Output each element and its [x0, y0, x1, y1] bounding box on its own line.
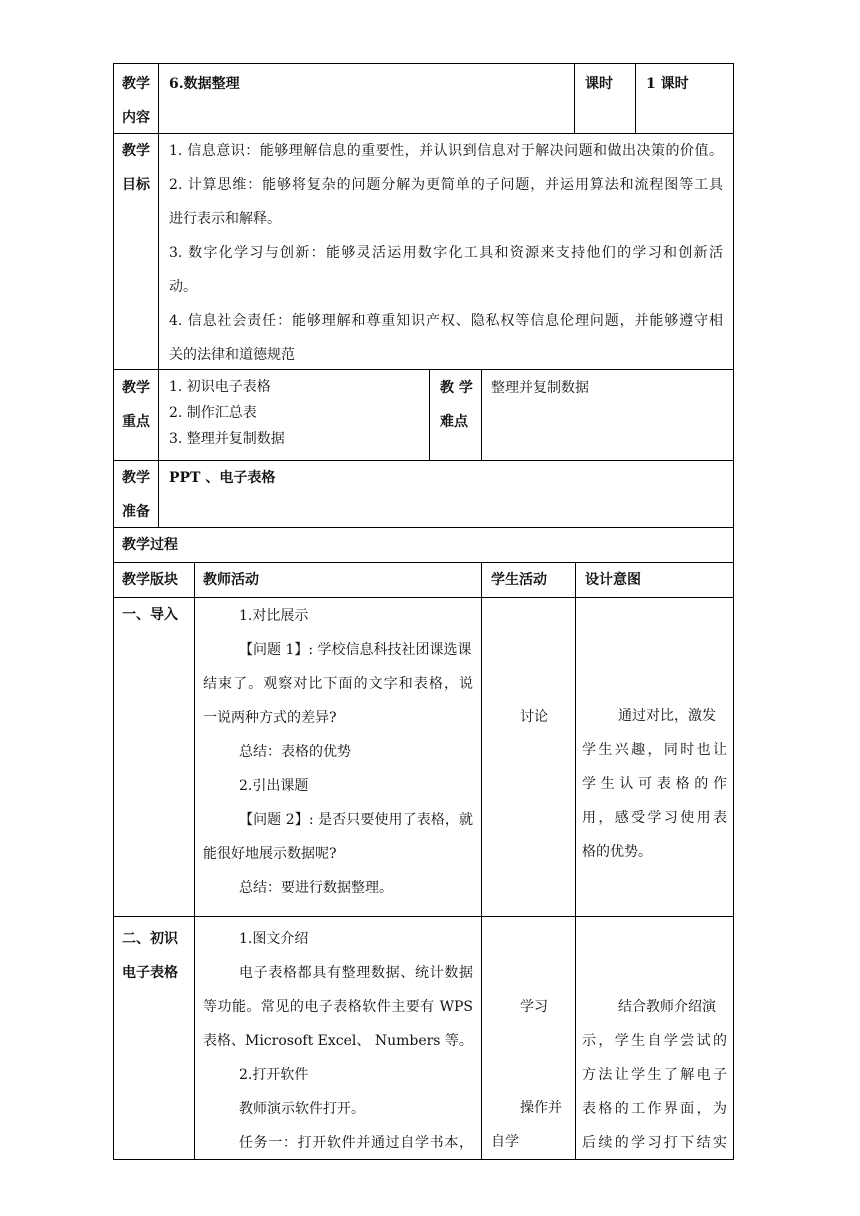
column-header-text: 学生活动	[491, 572, 547, 588]
section-2-teacher-cell	[194, 916, 482, 1160]
column-header-text: 设计意图	[585, 572, 641, 588]
teacher-line: 1.图文介绍	[239, 931, 309, 947]
teacher-line: 【问题 1】: 学校信息科技社团课选课	[239, 642, 472, 658]
focus-list	[159, 370, 429, 452]
section-1-student: 讨论	[520, 709, 548, 725]
prep-value-cell	[158, 460, 734, 528]
intent-line: 通过对比，激发	[618, 708, 716, 724]
teacher-line: 能很好地展示数据呢?	[203, 846, 337, 862]
difficulty-label-1: 教 学	[440, 380, 473, 396]
goal-line: 动。	[169, 279, 197, 295]
teacher-line: 电子表格都具有整理数据、统计数据	[239, 965, 473, 981]
teacher-line: 结束了。观察对比下面的文字和表格，说	[203, 676, 473, 692]
process-title-cell	[113, 527, 734, 563]
difficulty-value-cell	[481, 369, 734, 461]
section-2-block-1: 二、初识	[122, 931, 178, 947]
section-2-student-3: 自学	[491, 1134, 519, 1150]
prep-label-cell	[113, 460, 159, 528]
content-label-cell	[113, 63, 159, 134]
period-value: 1 课时	[646, 76, 689, 92]
focus-items-cell	[158, 369, 430, 461]
section-2-student-1: 学习	[520, 999, 548, 1015]
teacher-line: 任务一：打开软件并通过自学书本，	[239, 1135, 473, 1151]
content-label-1: 教学	[122, 76, 150, 92]
column-header-student	[481, 562, 576, 598]
intent-line: 学生认可表格的作	[582, 776, 727, 792]
section-1-intent-cell	[575, 597, 734, 917]
teacher-line: 一说两种方式的差异?	[203, 710, 337, 726]
section-1-teacher-cell	[194, 597, 482, 917]
column-header-text: 教师活动	[203, 572, 259, 588]
goal-line: 2. 计算思维：能够将复杂的问题分解为更简单的子问题，并运用算法和流程图等工具	[169, 177, 723, 193]
difficulty-label-2: 难点	[440, 414, 468, 430]
section-2-block-2: 电子表格	[122, 965, 178, 981]
goals-content-cell	[158, 133, 734, 370]
column-header-text: 教学版块	[122, 572, 178, 588]
goals-list	[159, 134, 733, 372]
teacher-line: 等功能。常见的电子表格软件主要有 WPS	[203, 999, 473, 1015]
period-label: 课时	[585, 76, 613, 92]
goals-label-2: 目标	[122, 177, 150, 193]
column-header-teacher	[194, 562, 482, 598]
intent-line: 方法让学生了解电子	[582, 1067, 727, 1083]
section-2-student-cell	[481, 916, 576, 1160]
prep-value: PPT 、电子表格	[169, 470, 276, 486]
section-2-teacher-list	[195, 917, 481, 1160]
goals-label-cell	[113, 133, 159, 370]
section-2-student-2: 操作并	[520, 1100, 562, 1116]
content-value: 6.数据整理	[169, 76, 240, 92]
section-1-block-cell	[113, 597, 195, 917]
period-label-cell	[574, 63, 636, 134]
section-1-teacher-list	[195, 598, 481, 905]
section-2-intent-list	[576, 917, 733, 1160]
prep-label-1: 教学	[122, 470, 150, 486]
goal-line: 1. 信息意识：能够理解信息的重要性，并认识到信息对于解决问题和做出决策的价值。	[169, 143, 723, 159]
intent-line: 表格的工作界面，为	[582, 1101, 727, 1117]
period-value-cell	[635, 63, 734, 134]
teacher-line: 2.打开软件	[239, 1067, 309, 1083]
focus-label-1: 教学	[122, 380, 150, 396]
focus-item: 1. 初识电子表格	[169, 379, 271, 395]
section-1-block: 一、导入	[122, 607, 178, 623]
goal-line: 3. 数字化学习与创新：能够灵活运用数字化工具和资源来支持他们的学习和创新活	[169, 245, 723, 261]
difficulty-label-cell	[429, 369, 482, 461]
intent-line: 结合教师介绍演	[618, 999, 716, 1015]
intent-line: 后续的学习打下结实	[582, 1135, 727, 1151]
teacher-line: 2.引出课题	[239, 778, 309, 794]
teacher-line: 总结：表格的优势	[239, 744, 351, 760]
goal-line: 关的法律和道德规范	[169, 347, 295, 363]
intent-line: 学生兴趣，同时也让	[582, 742, 727, 758]
focus-label-2: 重点	[122, 414, 150, 430]
focus-item: 3. 整理并复制数据	[169, 431, 285, 447]
teacher-line: 1.对比展示	[239, 608, 309, 624]
focus-label-cell	[113, 369, 159, 461]
goal-line: 4. 信息社会责任：能够理解和尊重知识产权、隐私权等信息伦理问题，并能够遵守相	[169, 313, 723, 329]
section-2-block-cell	[113, 916, 195, 1160]
section-2-intent-cell	[575, 916, 734, 1160]
column-header-intent	[575, 562, 734, 598]
intent-line: 用，感受学习使用表	[582, 810, 727, 826]
teacher-line: 表格、Microsoft Excel、 Numbers 等。	[203, 1033, 473, 1049]
process-title: 教学过程	[122, 537, 178, 553]
intent-line: 示，学生自学尝试的	[582, 1033, 727, 1049]
intent-line: 格的优势。	[582, 844, 652, 860]
focus-item: 2. 制作汇总表	[169, 405, 257, 421]
goal-line: 进行表示和解释。	[169, 211, 281, 227]
difficulty-value: 整理并复制数据	[491, 380, 589, 396]
content-label-2: 内容	[122, 110, 150, 126]
teacher-line: 教师演示软件打开。	[239, 1101, 365, 1117]
prep-label-2: 准备	[122, 504, 150, 520]
goals-label-1: 教学	[122, 143, 150, 159]
teacher-line: 总结：要进行数据整理。	[239, 880, 393, 896]
teacher-line: 【问题 2】: 是否只要使用了表格，就	[239, 812, 473, 828]
column-header-block	[113, 562, 195, 598]
section-1-student-cell	[481, 597, 576, 917]
section-1-intent-list	[576, 598, 733, 869]
content-value-cell	[158, 63, 575, 134]
